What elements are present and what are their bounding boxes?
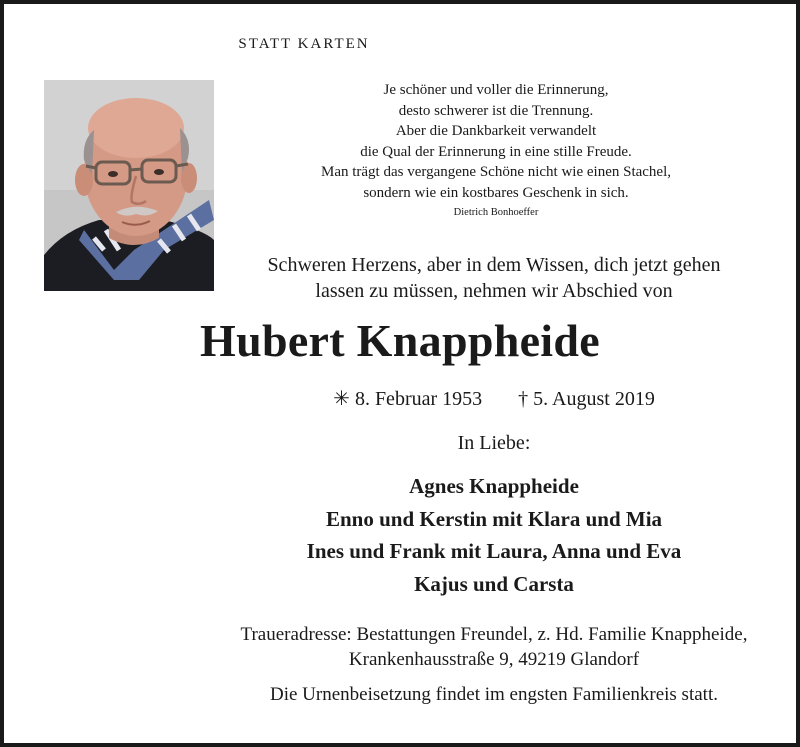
deceased-name: Hubert Knappheide: [199, 315, 600, 366]
quote-line: die Qual der Erinnerung in eine stille Freude.: [360, 143, 632, 160]
intro-text: [244, 252, 744, 304]
address-line-1: Traueradresse: Bestattungen Freundel, z. Hd. Familie Knappheide,: [240, 624, 748, 645]
burial-note: Die Urnenbeisetzung findet im engsten Familienkreis statt.: [270, 684, 718, 705]
mourner: Kajus und Carsta: [414, 571, 574, 596]
death-cross-icon: †: [518, 388, 529, 410]
mourner: Agnes Knappheide: [409, 474, 579, 498]
intro-line-2: lassen zu müssen, nehmen wir Abschied von: [315, 280, 673, 302]
quote-line: Man trägt das vergangene Schöne nicht wie einen Stachel,: [320, 164, 672, 180]
mourner: Ines und Frank mit Laura, Anna und Eva: [306, 539, 682, 563]
death-date: 5. August 2019: [533, 388, 655, 410]
quote-author: Dietrich Bonhoeffer: [453, 207, 539, 218]
portrait-illustration: [44, 80, 214, 291]
quote: [276, 80, 716, 203]
in-love-label: In Liebe:: [457, 432, 531, 454]
header-text: STATT KARTEN: [238, 36, 370, 52]
address-line-2: Krankenhausstraße 9, 49219 Glandorf: [348, 649, 640, 670]
quote-line: Je schöner und voller die Erinnerung,: [383, 82, 609, 98]
birth-star-icon: ✳: [333, 388, 350, 410]
quote-line: Aber die Dankbarkeit verwandelt: [395, 123, 597, 139]
birth-date: 8. Februar 1953: [354, 388, 483, 410]
life-dates: [244, 386, 744, 411]
header: [4, 36, 800, 53]
quote-line: sondern wie ein kostbares Geschenk in sich.: [363, 184, 629, 201]
quote-line: desto schwerer ist die Trennung.: [398, 102, 594, 119]
portrait-photo: [44, 80, 214, 291]
mourning-address: [194, 622, 794, 672]
mourner: Enno und Kerstin mit Klara und Mia: [325, 506, 663, 531]
intro-line-1: Schweren Herzens, aber in dem Wissen, dich jetzt gehen: [267, 254, 721, 276]
mourners-list: [194, 470, 794, 600]
